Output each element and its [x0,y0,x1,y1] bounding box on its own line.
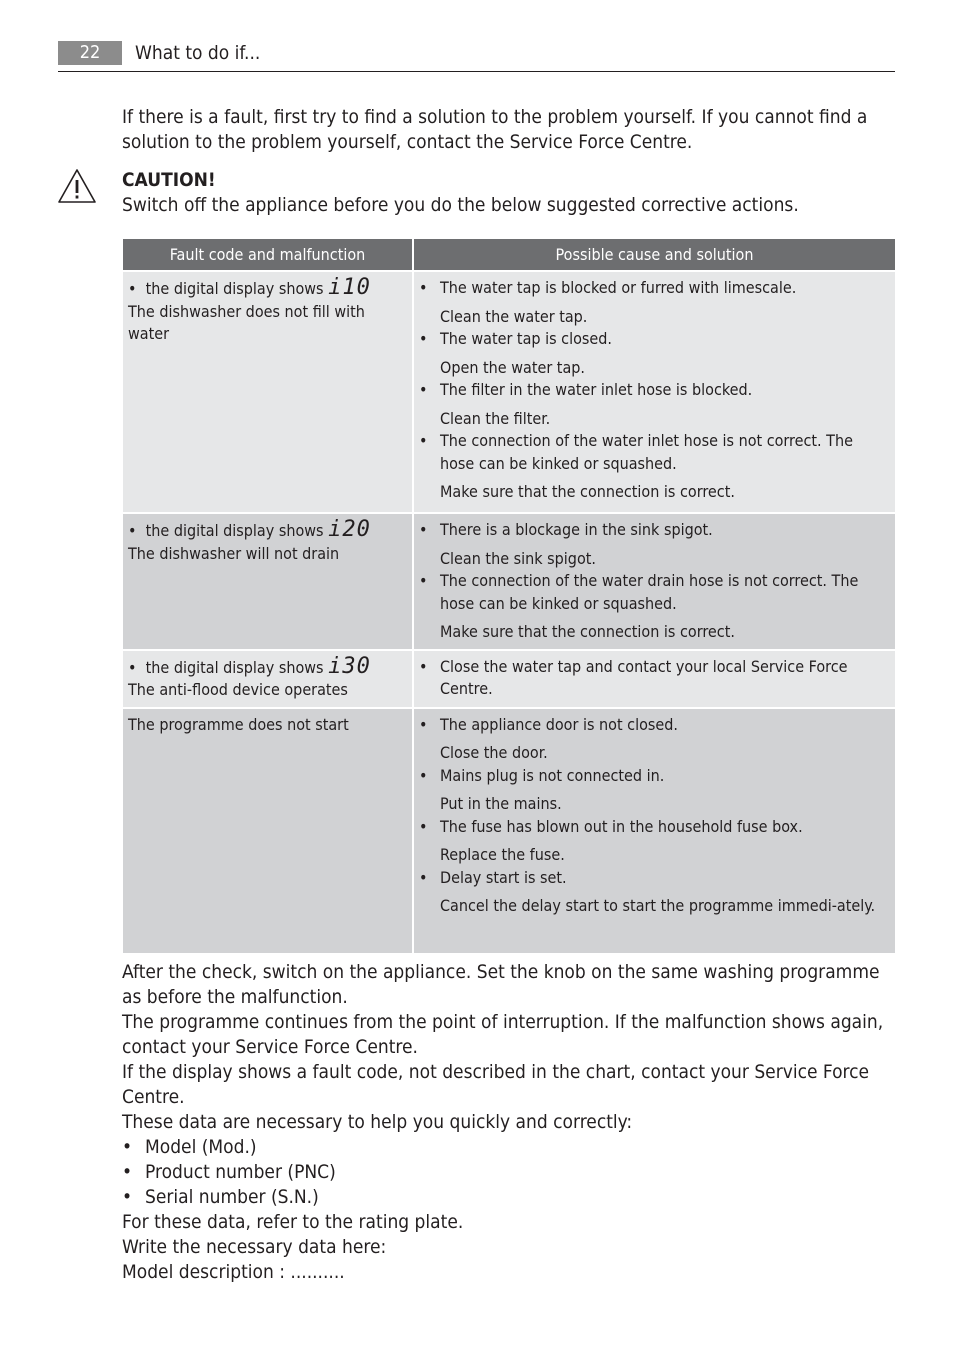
display-label: the digital display shows [145,657,324,677]
solution-text: Cancel the delay start to start the programme immedi-ately. [440,896,876,915]
warning-triangle-icon [57,168,97,204]
fault-cell [122,513,413,650]
display-label: the digital display shows [145,279,324,298]
solution-text: Make sure that the connection is correct. [440,622,735,641]
caution-block [122,168,897,218]
fault-cell [122,708,413,954]
list-item-text: Serial number (S.N.) [145,1186,319,1208]
column-header-fault: Fault code and malfunction [122,238,413,271]
section-title: What to do if... [135,42,261,64]
fault-cell [122,650,413,708]
column-header-cause: Possible cause and solution [413,238,896,271]
solution-text: Close the door. [440,743,548,762]
solution-text: Clean the filter. [440,408,551,428]
paragraph: If the display shows a fault code, not described in the chart, contact your Service Force Centre. [122,1061,870,1108]
cause-text: Close the water tap and contact your local Service Force Centre. [440,656,848,698]
solution-text: Open the water tap. [440,357,585,377]
cause-cell: • There is a blockage in the sink spigot. Clean the sink spigot. • The connection of the water drain hose is not correct. The hose can be kinked or squashed. Make sure that the connection is correct. [413,513,896,650]
fault-code: i10 [328,275,371,300]
table-row [122,513,896,650]
table-row [122,271,896,513]
solution-text: Clean the sink spigot. [440,548,596,568]
solution-text: Clean the water tap. [440,306,588,326]
cause-text: The appliance door is not closed. [440,714,678,734]
after-check-section [122,960,900,1285]
cause-text: Mains plug is not connected in. [440,765,665,785]
cause-text: Delay start is set. [440,867,567,887]
malfunction-text: The dishwasher will not drain [128,543,340,563]
malfunction-text: The programme does not start [128,714,349,734]
solution-text: Replace the fuse. [440,845,565,864]
bullet: • [128,657,146,677]
display-label: the digital display shows [145,521,324,540]
fault-cell [122,271,413,513]
table-header-row [122,238,896,271]
list-item-text: Model (Mod.) [145,1136,257,1158]
fault-code: i30 [328,653,371,679]
caution-title: CAUTION! [122,169,216,191]
data-list [122,1135,900,1210]
paragraph: After the check, switch on the appliance. Set the knob on the same washing programme as before the malfunction. [122,961,880,1008]
table-row [122,708,896,954]
page-number: 22 [58,41,122,65]
caution-text: Switch off the appliance before you do the below suggested corrective actions. [122,194,799,216]
cause-text: The connection of the water inlet hose is not correct. The hose can be kinked or squashed. [440,431,853,473]
page-header [58,41,895,72]
paragraph: Write the necessary data here: [122,1236,387,1258]
list-item-text: Product number (PNC) [145,1161,336,1183]
paragraph: These data are necessary to help you quickly and correctly: [122,1111,633,1133]
fault-code: i20 [328,517,371,542]
model-description-line: Model description : .......... [122,1261,345,1283]
list-item: • Model (Mod.) [122,1136,257,1158]
paragraph: For these data, refer to the rating plate. [122,1211,464,1233]
list-item: • Serial number (S.N.) [122,1186,319,1208]
solution-text: Make sure that the connection is correct. [440,482,735,501]
bullet: • [128,521,146,540]
malfunction-text: The dishwasher does not fill with water [128,301,365,343]
cause-cell: • Close the water tap and contact your local Service Force Centre. [413,650,896,708]
cause-text: The connection of the water drain hose is not correct. The hose can be kinked or squashed. [440,571,859,613]
list-item: • Product number (PNC) [122,1161,336,1183]
cause-text: There is a blockage in the sink spigot. [440,520,713,539]
cause-cell: • The appliance door is not closed. Close the door. • Mains plug is not connected in. Put in the mains. • The fuse has blown out in the household fuse box. Replace the fuse. • Delay start is set. Cancel the delay start to start the programme immedi-ately. [413,708,896,954]
cause-text: The fuse has blown out in the household fuse box. [440,816,803,836]
malfunction-text: The anti-flood device operates [128,680,348,699]
table-row [122,650,896,708]
cause-text: The filter in the water inlet hose is blocked. [440,380,753,399]
cause-text: The water tap is blocked or furred with limescale. [440,278,797,297]
cause-text: The water tap is closed. [440,329,612,348]
bullet: • [128,279,146,298]
paragraph: The programme continues from the point of interruption. If the malfunction shows again, contact your Service Force Centre. [122,1011,884,1058]
fault-table [121,237,897,955]
solution-text: Put in the mains. [440,794,562,813]
intro-paragraph: If there is a fault, first try to find a solution to the problem yourself. If you cannot find a solution to the problem yourself, contact the Service Force Centre. [122,106,868,153]
cause-cell: • The water tap is blocked or furred with limescale. Clean the water tap. • The water tap is closed. Open the water tap. • The filter in the water inlet hose is blocked. Clean the filter. • The connection of the water inlet hose is not correct. The hose can be kinked or squashed. Make sure that the connection is correct. [413,271,896,513]
